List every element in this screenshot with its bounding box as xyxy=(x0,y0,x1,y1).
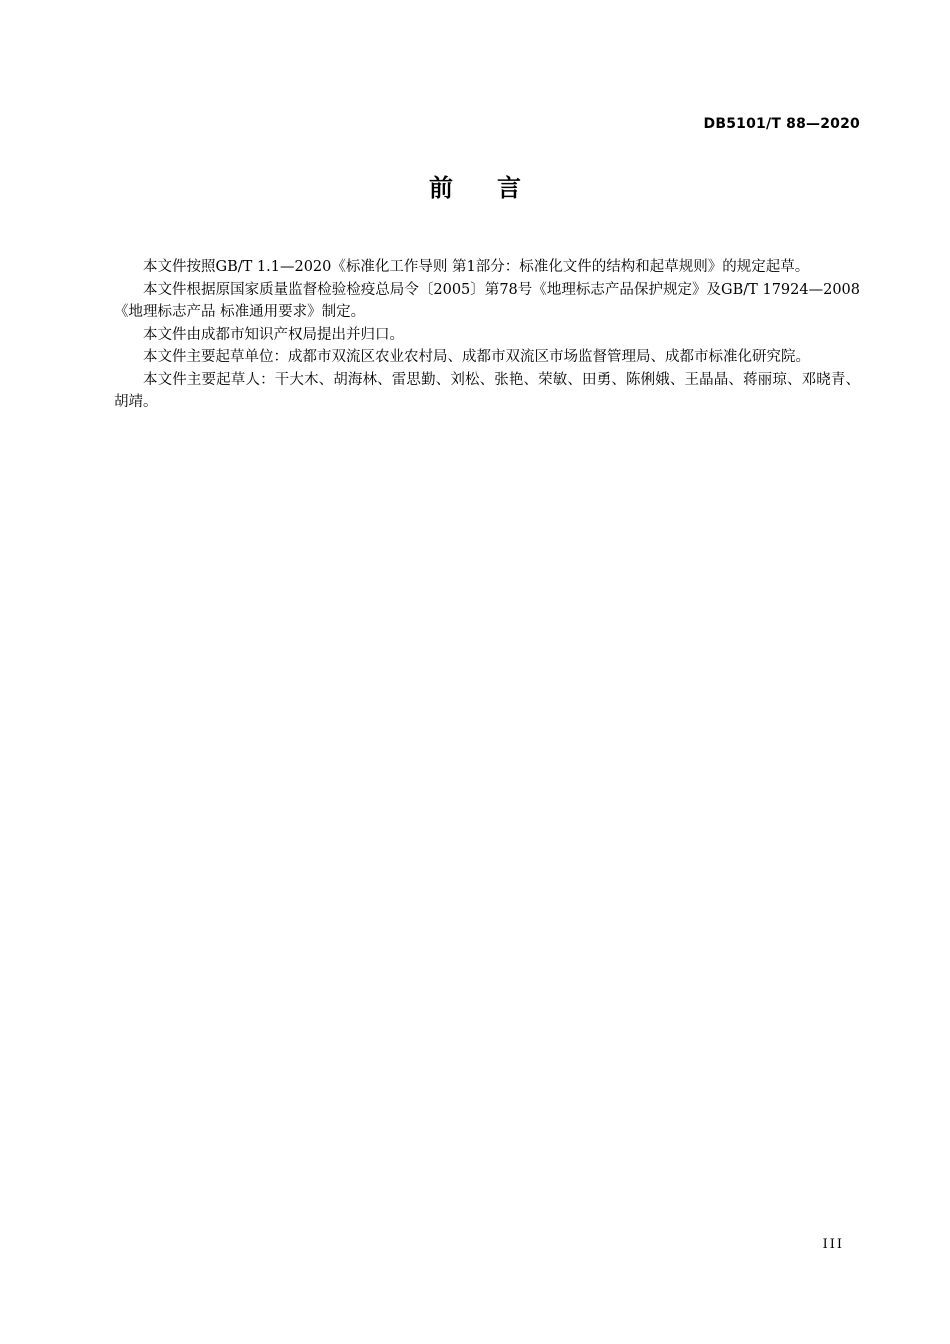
document-code: DB5101/T 88—2020 xyxy=(703,116,860,132)
paragraph-drafting-rules: 本文件按照GB/T 1.1—2020《标准化工作导则 第1部分：标准化文件的结构和起草规则》的规定起草。 xyxy=(143,259,810,275)
paragraph-drafters: 本文件主要起草人：干大木、胡海林、雷思勤、刘松、张艳、荣敏、田勇、陈俐娥、王晶晶、蒋丽琼、邓晓青、胡靖。 xyxy=(114,371,860,410)
page-number: III xyxy=(822,1237,844,1252)
paragraph-basis: 本文件根据原国家质量监督检验检疫总局令〔2005〕第78号《地理标志产品保护规定》及GB/T 17924—2008《地理标志产品 标准通用要求》制定。 xyxy=(114,281,860,320)
paragraph-proposer: 本文件由成都市知识产权局提出并归口。 xyxy=(143,326,404,343)
page-title: 前言 xyxy=(429,174,565,202)
paragraph-drafting-units: 本文件主要起草单位：成都市双流区农业农村局、成都市双流区市场监督管理局、成都市标准化研究院。 xyxy=(143,349,810,365)
foreword-body xyxy=(114,256,860,414)
